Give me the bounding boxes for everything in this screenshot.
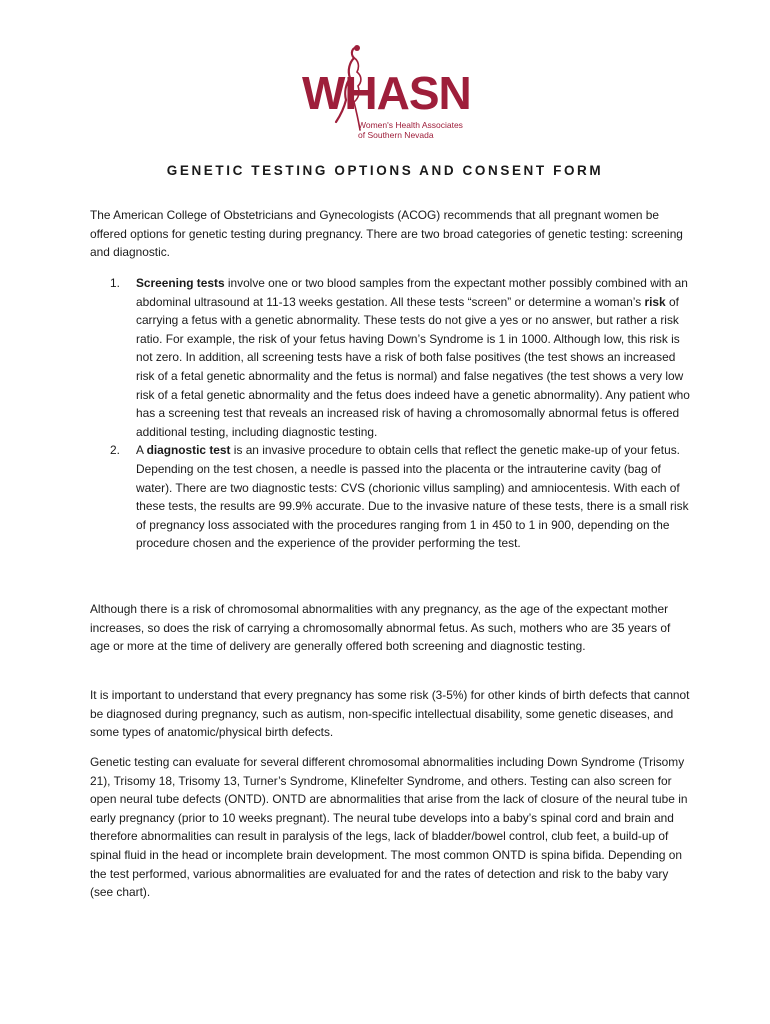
list-item-number: 2. — [110, 443, 120, 458]
testing-categories-list — [90, 274, 690, 553]
genetic-testing-paragraph: Genetic testing can evaluate for several different chromosomal abnormalities including Down Syndrome (Trisomy 21), Trisomy 18, Trisomy 13, Turner’s Syndrome, Klinefelter Syndrome, and others. Testing can also screen for open neural tube defects (ONTD). ONTD are abnormalities that arise from the lack of closure of the neural tube in early pregnancy (prior to 10 weeks pregnant). The neural tube develops into a baby’s spinal cord and brain and therefore abnormalities can result in paralysis of the legs, lack of bladder/bowel control, club feet, a build-up of spinal fluid in the head or incomplete brain development. The most common ONTD is spina bifida. Depending on the test performed, various abnormalities are evaluated for and the rates of detection and risk to the baby vary (see chart). — [90, 755, 688, 900]
list-item-bold-risk: risk — [644, 294, 666, 309]
logo-subtitle-line-2: of Southern Nevada — [358, 130, 434, 140]
list-item — [90, 441, 690, 553]
logo-subtitle — [358, 120, 463, 140]
list-item — [90, 274, 690, 441]
intro-paragraph: The American College of Obstetricians and Gynecologists (ACOG) recommends that all pregnant women be offered options for genetic testing during pregnancy. There are two broad categories of genetic testing: screening and diagnostic. — [90, 208, 683, 260]
logo-subtitle-line-1: Women's Health Associates — [358, 120, 463, 130]
list-item-number: 1. — [110, 276, 120, 290]
birth-defects-paragraph: It is important to understand that every pregnancy has some risk (3-5%) for other kinds of birth defects that cannot be diagnosed during pregnancy, such as autism, non-specific intellectual disability, some genetic diseases, and some types of anatomic/physical birth defects. — [90, 688, 690, 740]
list-item-bold-term: diagnostic test — [146, 443, 231, 458]
logo-wordmark: WHASN — [302, 67, 471, 119]
page-title: GENETIC TESTING OPTIONS AND CONSENT FORM — [166, 163, 604, 178]
list-item-text: is an invasive procedure to obtain cells that reflect the genetic make-up of your fetus. Depending on the test chosen, a needle is passed into the placenta or the intrauterine cavity (bag of water). There are two diagnostic tests: CVS (chorionic villus sampling) and amniocentesis. With each of these tests, the results are 99.9% accurate. Due to the invasive nature of these tests, there is a small risk of pregnancy loss associated with the procedures ranging from 1 in 450 to 1 in 900, depending on the procedure chosen and the experience of the provider performing the test. — [136, 443, 689, 551]
list-item-bold-term: Screening tests — [136, 276, 225, 290]
list-item-pre: A — [136, 443, 147, 458]
whasn-logo — [300, 40, 475, 140]
age-risk-paragraph: Although there is a risk of chromosomal abnormalities with any pregnancy, as the age of the expectant mother increases, so does the risk of carrying a chromosomally abnormal fetus. As such, mothers who are 35 years of age or more at the time of delivery are generally offered both screening and diagnostic testing. — [90, 602, 671, 654]
list-item-text-continued: of carrying a fetus with a genetic abnormality. These tests do not give a yes or no answer, but rather a risk ratio. For example, the risk of your fetus having Down’s Syndrome is 1 in 1000. Although low, this risk is not zero. In addition, all screening tests have a risk of both false positives (the test shows an increased risk of a fetal genetic abnormality and the fetus is normal) and false negatives (the test shows a very low risk of a fetal genetic abnormality and the fetus does indeed have a genetic abnormality). Any patient who has a screening test that reveals an increased risk of having a chromosomally abnormal fetus is offered additional testing, including diagnostic testing. — [136, 294, 690, 439]
list-item-text: involve one or two blood samples from the expectant mother possibly combined with an abdominal ultrasound at 11-13 weeks gestation. All these tests “screen” or determine a woman’s — [136, 276, 688, 309]
